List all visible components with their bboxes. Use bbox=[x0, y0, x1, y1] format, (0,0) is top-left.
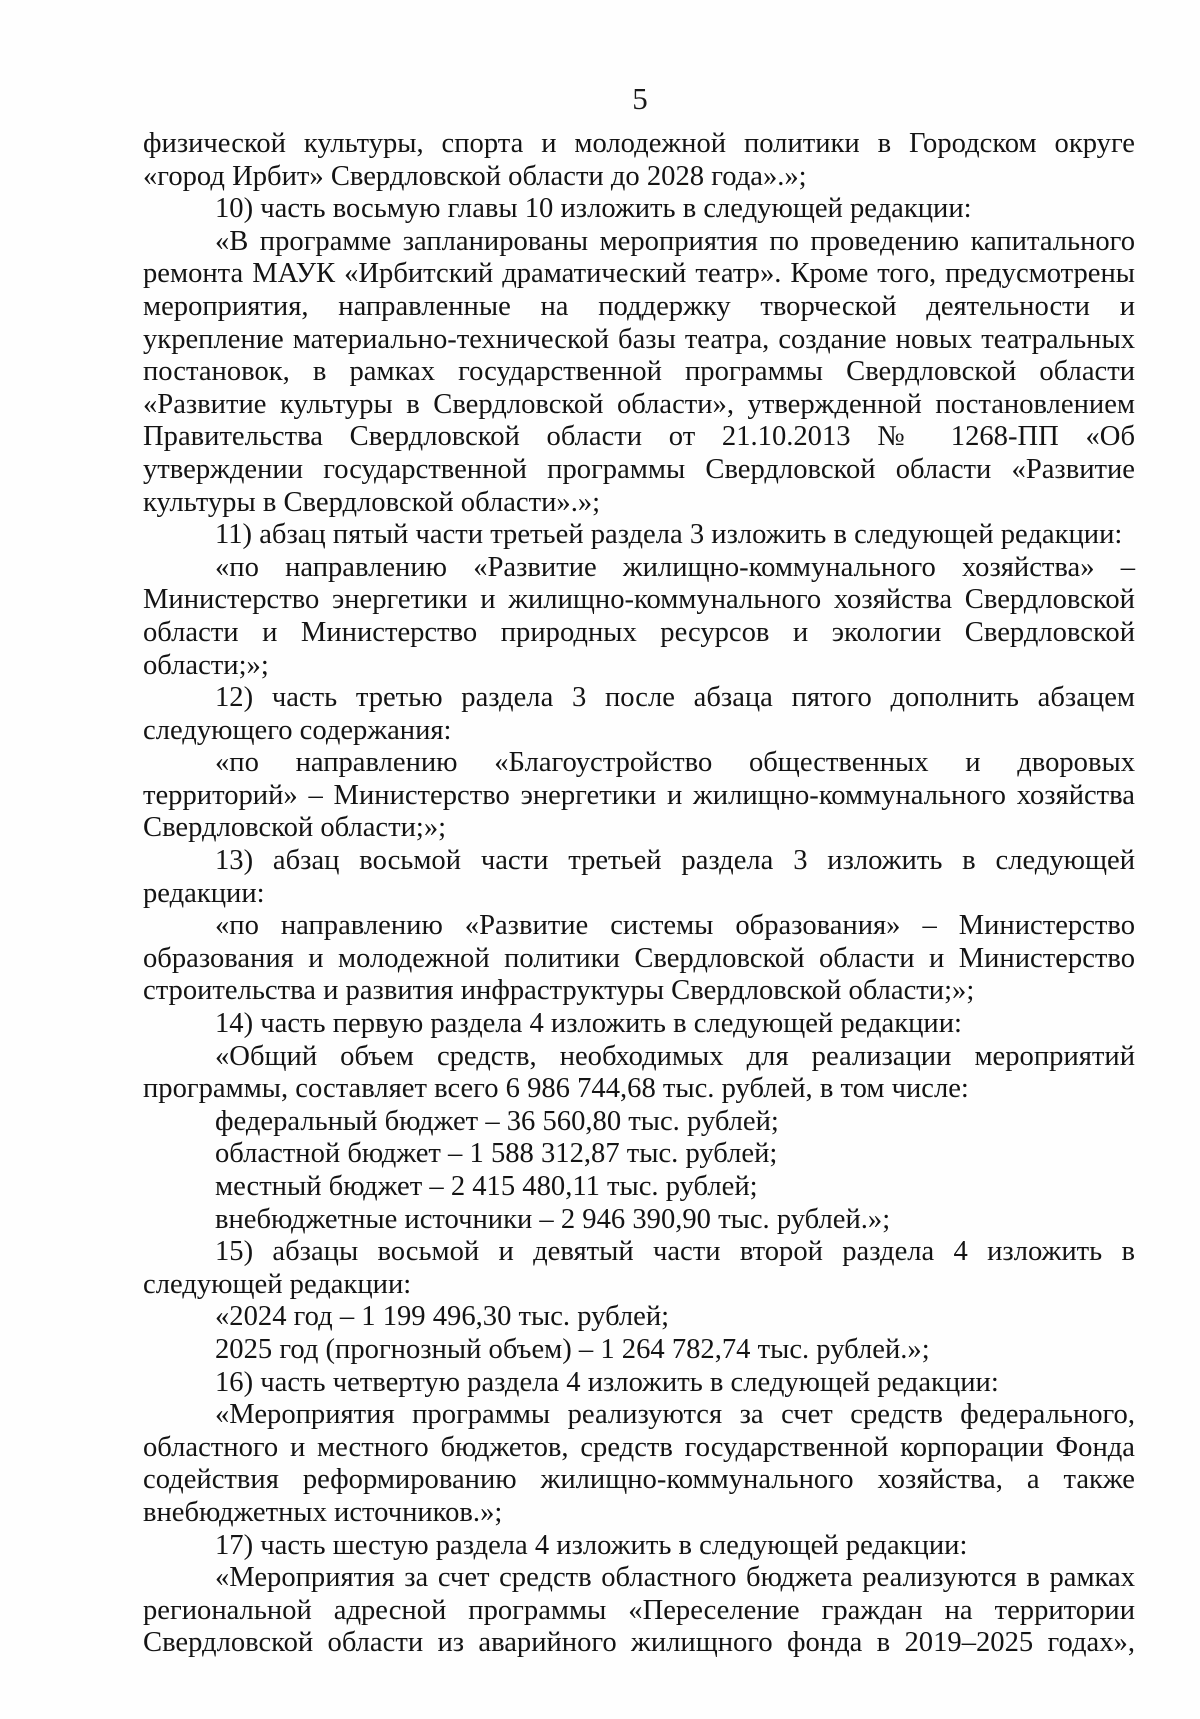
paragraph-item-16: 16) часть четвертую раздела 4 изложить в следующей редакции: bbox=[215, 1366, 999, 1398]
paragraph-federal-budget: федеральный бюджет – 36 560,80 тыс. рублей; bbox=[215, 1105, 779, 1137]
paragraph-item-11: 11) абзац пятый части третьей раздела 3 изложить в следующей редакции: bbox=[215, 519, 1123, 551]
paragraph-quote-education: «по направлению «Развитие системы образования» – Министерство образования и молодежной политики Свердловской области и Министерство строительства и развития инфраструктуры Свердловской области;»; bbox=[143, 910, 1135, 1007]
paragraph-year-2025: 2025 год (прогнозный объем) – 1 264 782,74 тыс. рублей.»; bbox=[215, 1333, 930, 1365]
paragraph-quote-improvement: «по направлению «Благоустройство общественных и дворовых территорий» – Министерство энергетики и жилищно-коммунального хозяйства Свердловской области;»; bbox=[143, 747, 1135, 844]
paragraph-item-14: 14) часть первую раздела 4 изложить в следующей редакции: bbox=[215, 1008, 962, 1040]
paragraph-year-2024: «2024 год – 1 199 496,30 тыс. рублей; bbox=[215, 1301, 670, 1333]
paragraph-local-budget: местный бюджет – 2 415 480,11 тыс. рублей; bbox=[215, 1171, 758, 1202]
paragraph-quote-housing: «по направлению «Развитие жилищно-коммунального хозяйства» – Министерство энергетики и жилищно-коммунального хозяйства Свердловской области и Министерство природных ресурсов и экологии Свердловской области;»; bbox=[143, 551, 1135, 681]
document-body bbox=[143, 128, 1135, 1660]
paragraph-total-funding: «Общий объем средств, необходимых для реализации мероприятий программы, составляет всего 6 986 744,68 тыс. рублей, в том числе: bbox=[143, 1040, 1135, 1105]
paragraph-item-10: 10) часть восьмую главы 10 изложить в следующей редакции: bbox=[215, 193, 972, 225]
paragraph-regional-budget: областной бюджет – 1 588 312,87 тыс. рублей; bbox=[215, 1138, 778, 1170]
paragraph-quote-resettlement: «Мероприятия за счет средств областного бюджета реализуются в рамках региональной адресной программы «Переселение граждан на территории Свердловской области из аварийного жилищного фонда в 2019–2025 годах», bbox=[143, 1562, 1135, 1659]
paragraph-quote-theatre: «В программе запланированы мероприятия по проведению капитального ремонта МАУК «Ирбитский драматический театр». Кроме того, предусмотрены мероприятия, направленные на поддержку творческой деятельности и укрепление материально-технической базы театра, создание новых театральных постановок, в рамках государственной программы Свердловской области «Развитие культуры в Свердловской области», утвержденной постановлением Правительства Свердловской области от 21.10.2013 № 1268-ПП «Об утверждении государственной программы Свердловской области «Развитие культуры в Свердловской области».»; bbox=[143, 225, 1135, 518]
paragraph-item-13: 13) абзац восьмой части третьей раздела 3 изложить в следующей редакции: bbox=[143, 845, 1135, 909]
paragraph-item-15: 15) абзацы восьмой и девятый части второй раздела 4 изложить в следующей редакции: bbox=[143, 1236, 1135, 1300]
paragraph-item-17: 17) часть шестую раздела 4 изложить в следующей редакции: bbox=[215, 1529, 968, 1561]
paragraph-extrabudgetary: внебюджетные источники – 2 946 390,90 тыс. рублей.»; bbox=[215, 1203, 891, 1235]
page-number: 5 bbox=[632, 81, 648, 116]
paragraph-continuation: физической культуры, спорта и молодежной политики в Городском округе «город Ирбит» Свердловской области до 2028 года».»; bbox=[143, 128, 1135, 192]
paragraph-quote-funding-sources: «Мероприятия программы реализуются за счет средств федерального, областного и местного бюджетов, средств государственной корпорации Фонда содействия реформированию жилищно-коммунального хозяйства, а также внебюджетных источников.»; bbox=[143, 1399, 1135, 1528]
paragraph-item-12: 12) часть третью раздела 3 после абзаца пятого дополнить абзацем следующего содержания: bbox=[143, 682, 1135, 746]
